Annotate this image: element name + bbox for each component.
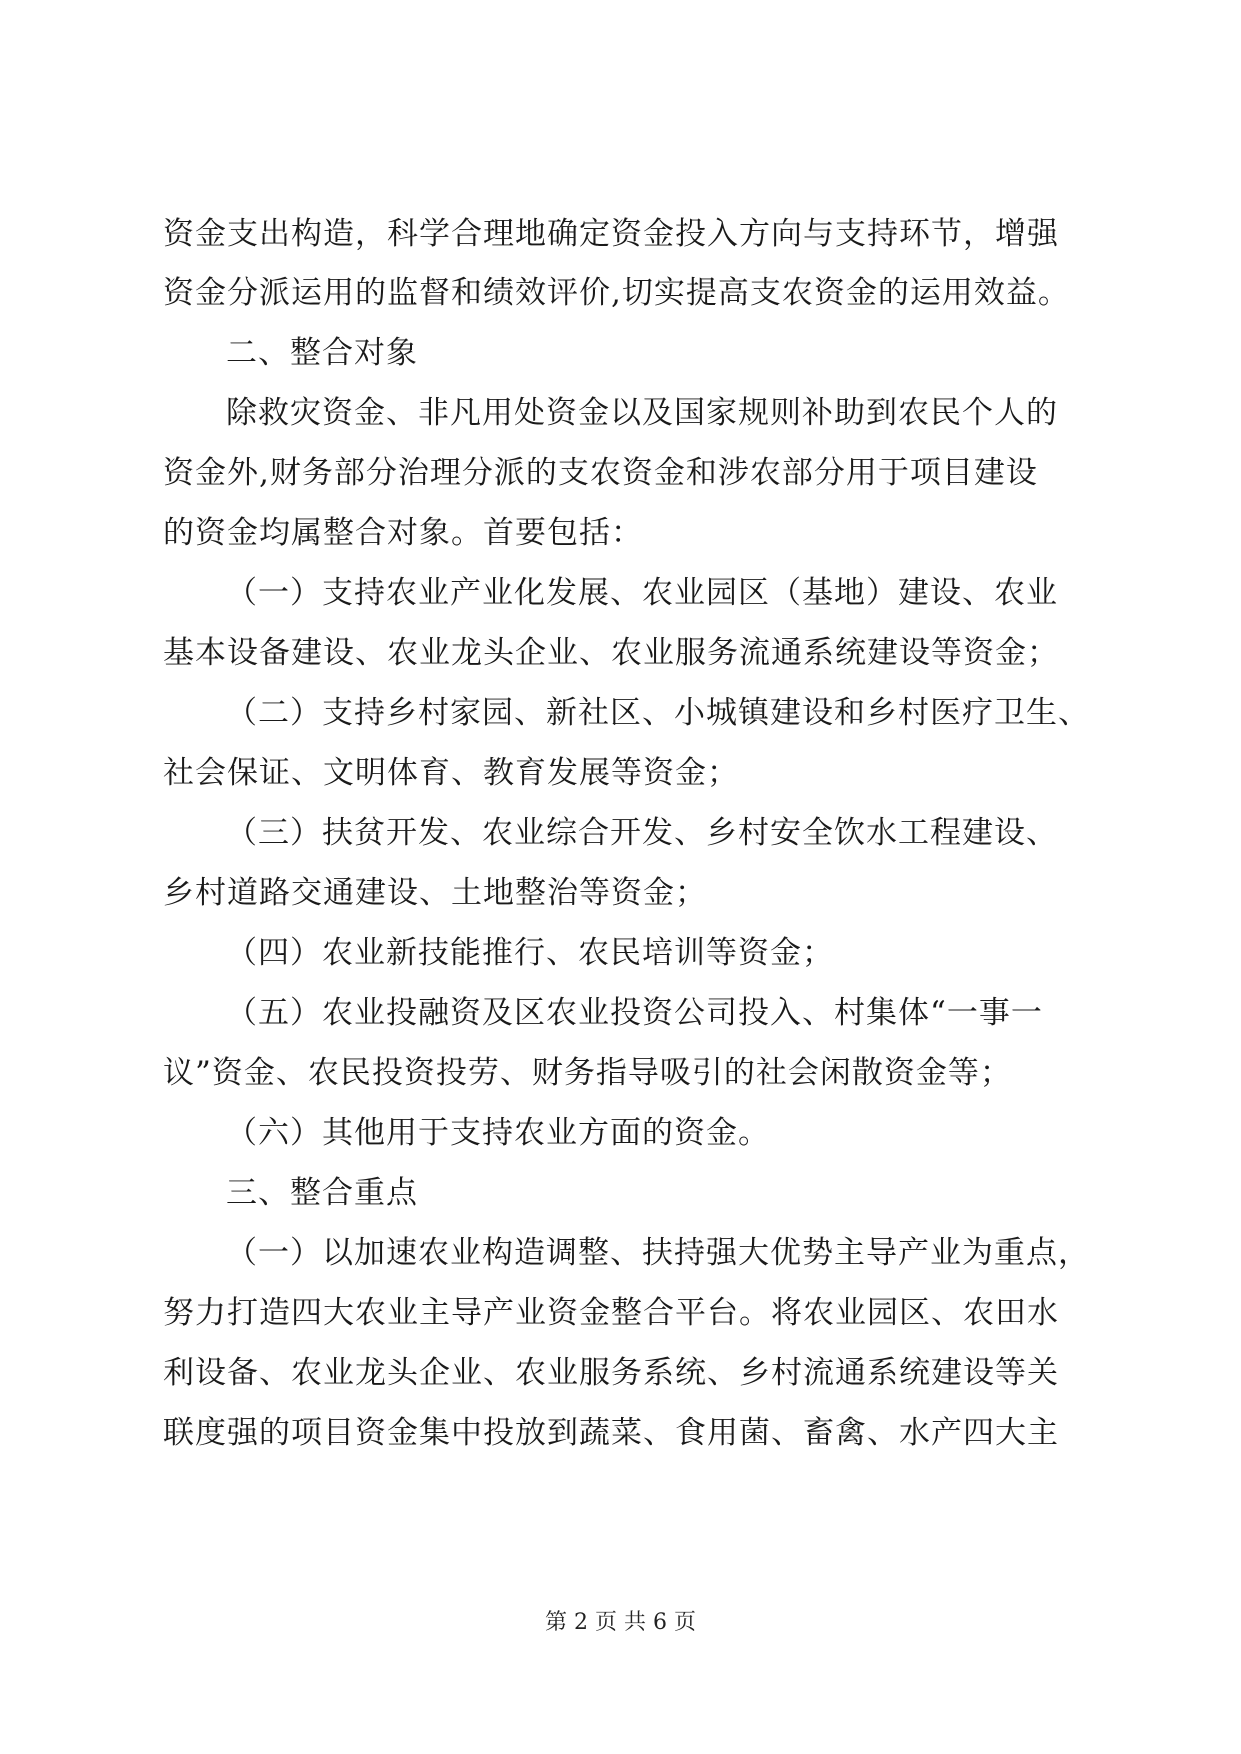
text-line: 资金分派运用的监督和绩效评价,切实提高支农资金的运用效益。 — [163, 275, 1070, 311]
text-line: （六）其他用于支持农业方面的资金。 — [226, 1115, 770, 1151]
text-line: 的资金均属整合对象。首要包括： — [163, 515, 643, 551]
text-line: 资金外,财务部分治理分派的支农资金和涉农部分用于项目建设 — [163, 455, 1038, 491]
text-line: 社会保证、文明体育、教育发展等资金； — [163, 755, 739, 791]
section-heading: 二、整合对象 — [226, 335, 418, 371]
text-line: 除救灾资金、非凡用处资金以及国家规则补助到农民个人的 — [226, 395, 1058, 431]
text-line: 利设备、农业龙头企业、农业服务系统、乡村流通系统建设等关 — [163, 1355, 1059, 1391]
text-line: 努力打造四大农业主导产业资金整合平台。将农业园区、农田水 — [163, 1295, 1059, 1331]
text-line: （一）支持农业产业化发展、农业园区（基地）建设、农业 — [226, 575, 1058, 611]
text-line: （二）支持乡村家园、新社区、小城镇建设和乡村医疗卫生、 — [226, 695, 1090, 731]
text-line: 乡村道路交通建设、土地整治等资金； — [163, 875, 707, 911]
text-line: 联度强的项目资金集中投放到蔬菜、食用菌、畜禽、水产四大主 — [163, 1415, 1059, 1451]
text-line: （四）农业新技能推行、农民培训等资金； — [226, 935, 834, 971]
text-line: （五）农业投融资及区农业投资公司投入、村集体“一事一 — [226, 995, 1043, 1031]
text-line: （三）扶贫开发、农业综合开发、乡村安全饮水工程建设、 — [226, 815, 1058, 851]
section-heading: 三、整合重点 — [226, 1175, 418, 1211]
page-number: 第 2 页 共 6 页 — [545, 1610, 696, 1635]
text-line: （一）以加速农业构造调整、扶持强大优势主导产业为重点， — [226, 1235, 1090, 1271]
text-line: 资金支出构造，科学合理地确定资金投入方向与支持环节，增强 — [163, 216, 1059, 252]
text-line: 基本设备建设、农业龙头企业、农业服务流通系统建设等资金； — [163, 635, 1059, 671]
text-line: 议”资金、农民投资投劳、财务指导吸引的社会闲散资金等； — [163, 1055, 1012, 1091]
